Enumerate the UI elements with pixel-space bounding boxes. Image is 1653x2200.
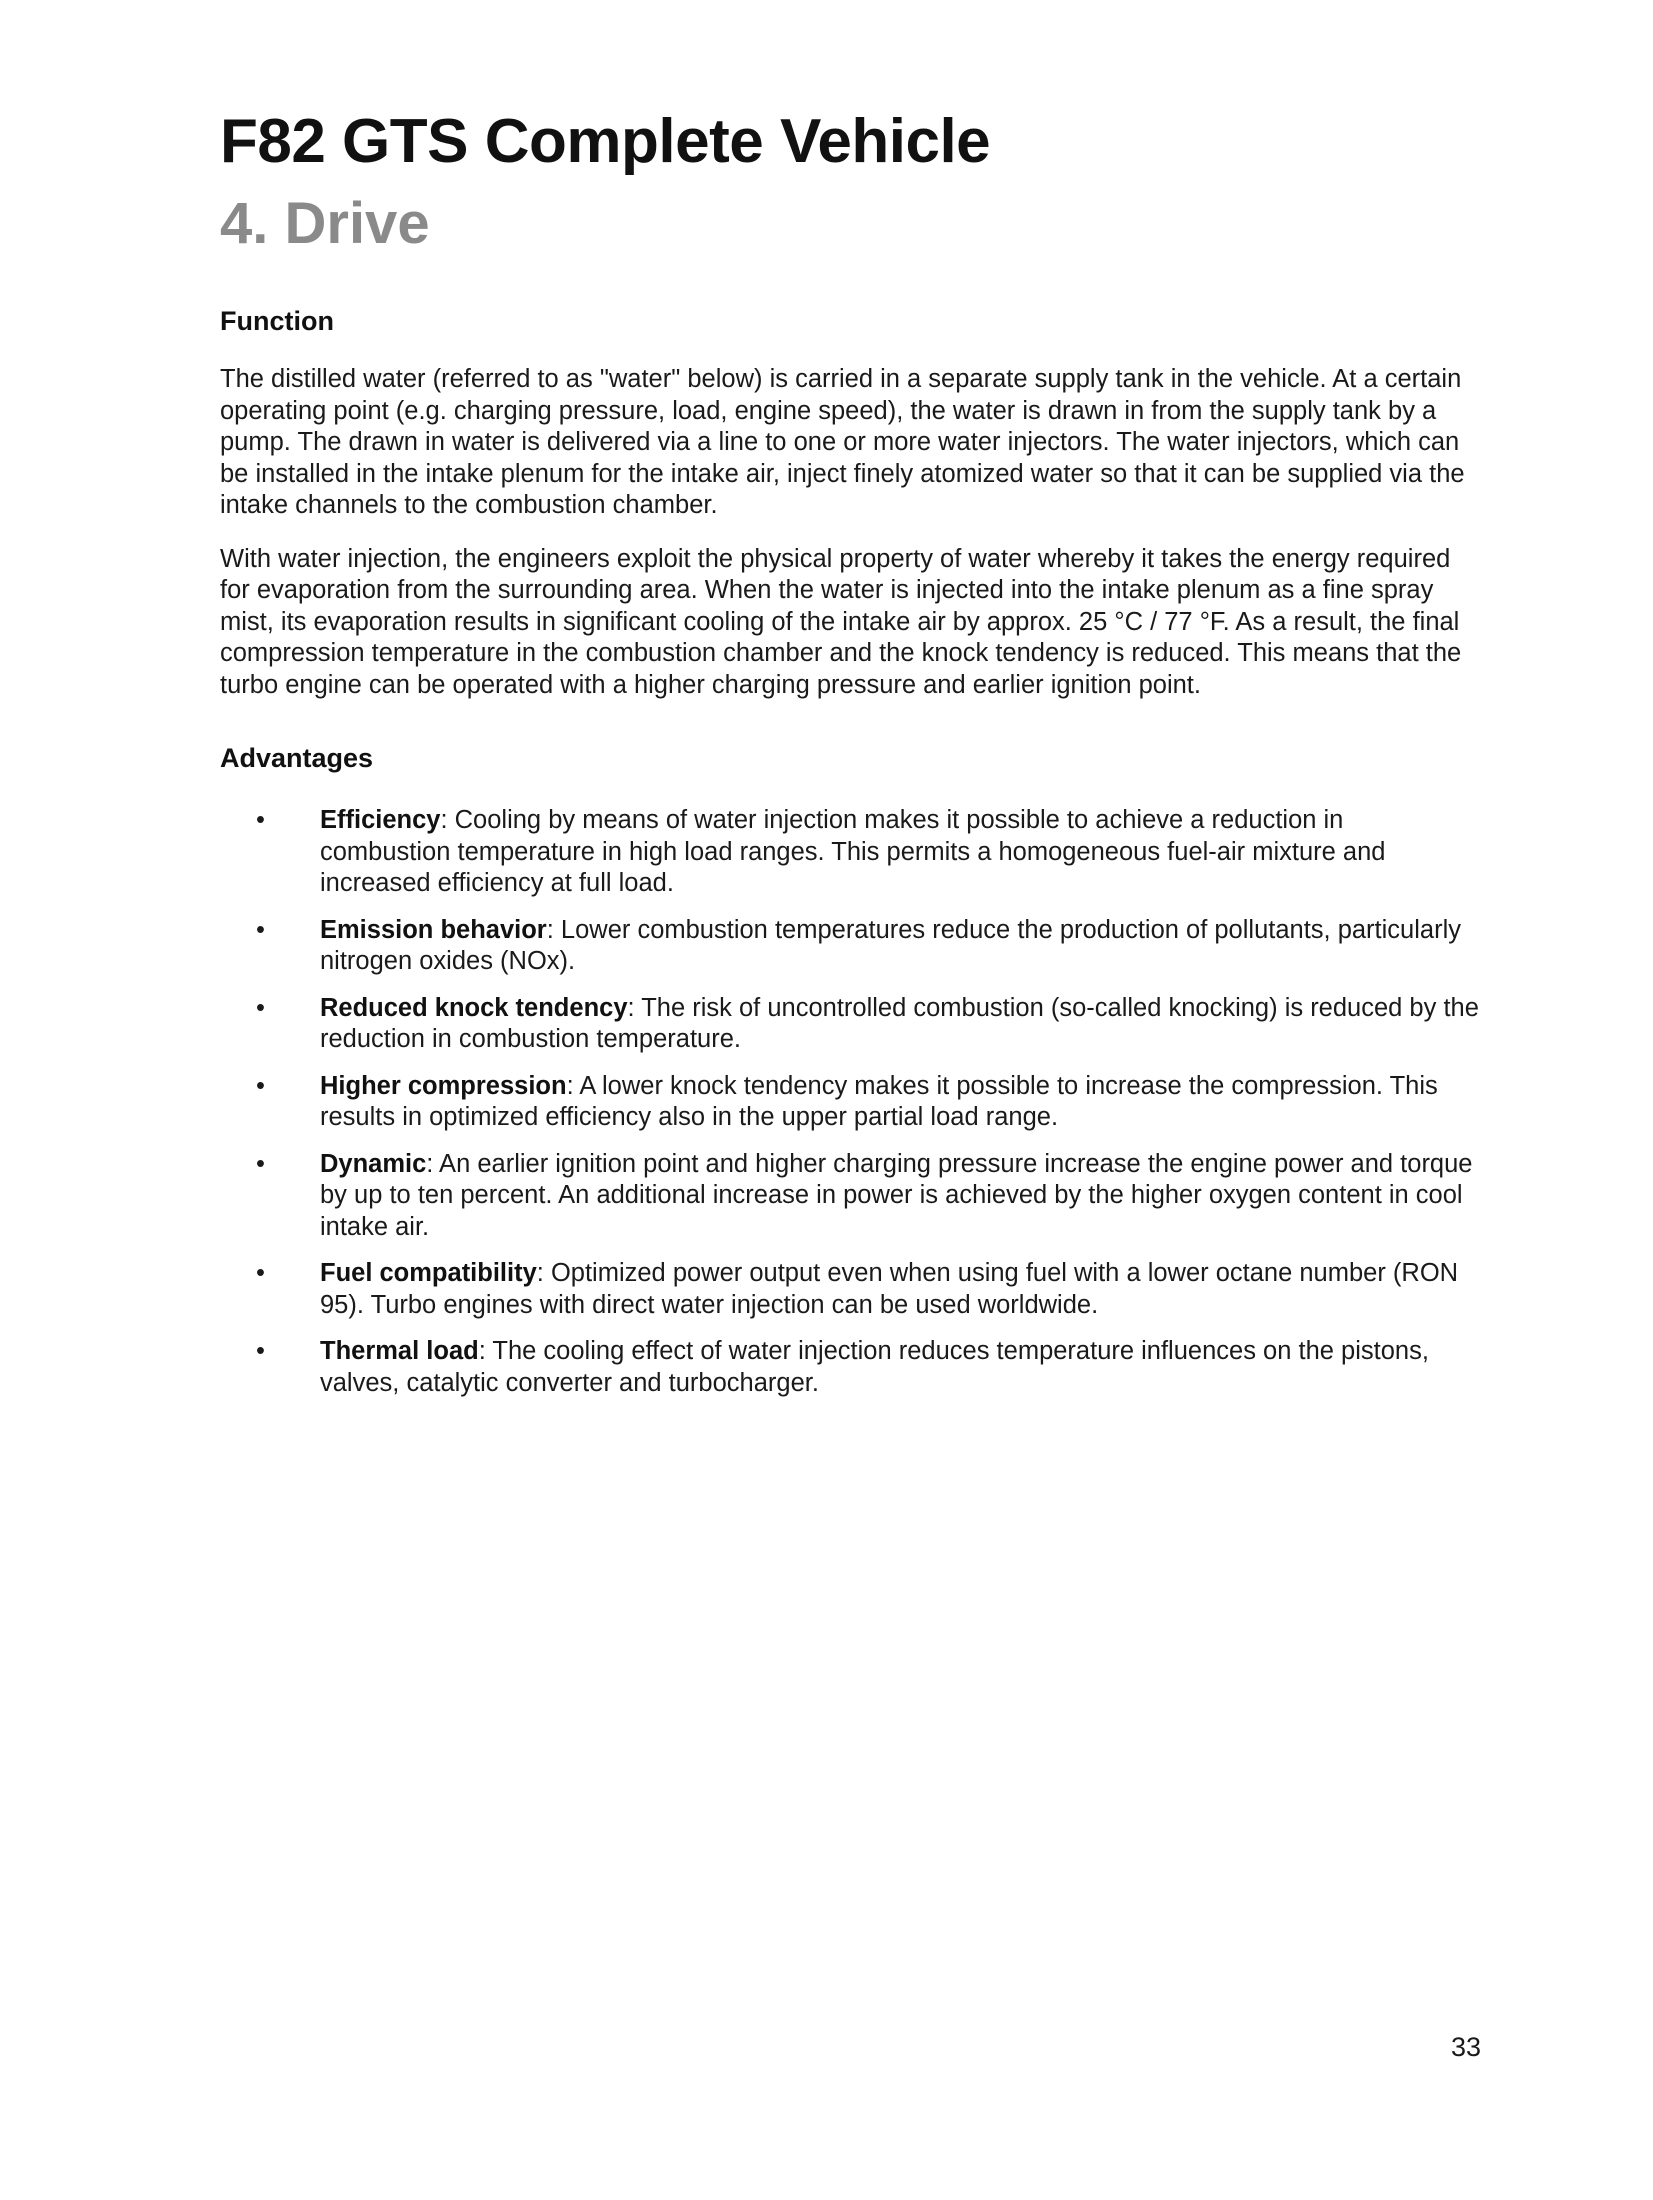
list-item-term: Efficiency <box>320 806 441 834</box>
function-paragraph-2: With water injection, the engineers exploit the physical property of water whereby it takes the energy required for evaporation from the surrounding area. When the water is injected into the intake plenum as a fine spray mist, its evaporation results in significant cooling of the intake air by approx. 25 °C / 77 °F. As a result, the final compression temperature in the combustion chamber and the knock tendency is reduced. This means that the turbo engine can be operated with a higher charging pressure and earlier ignition point. <box>220 544 1462 699</box>
list-item-emission-behavior <box>220 915 1480 978</box>
list-item-text: : Optimized power output even when using fuel with a lower octane number (RON 95). Turbo engines with direct water injection can be used worldwide. <box>320 1259 1459 1319</box>
list-item-text: : The cooling effect of water injection reduces temperature influences on the pistons, valves, catalytic converter and turbocharger. <box>320 1337 1429 1397</box>
page-number: 33 <box>1450 2032 1481 2062</box>
list-item-text: : An earlier ignition point and higher charging pressure increase the engine power and torque by up to ten percent. An additional increase in power is achieved by the higher oxygen content in cool intake air. <box>320 1149 1473 1241</box>
bullet-icon: • <box>256 1337 265 1365</box>
list-item-higher-compression <box>220 1071 1480 1134</box>
bullet-icon: • <box>256 1259 265 1287</box>
bullet-icon: • <box>256 1149 265 1178</box>
bullet-icon: • <box>256 806 265 834</box>
list-item-term: Fuel compatibility <box>320 1259 537 1287</box>
list-item-term: Reduced knock tendency <box>320 993 628 1022</box>
bullet-icon: • <box>256 915 265 944</box>
list-item-efficiency <box>220 805 1480 900</box>
list-item-term: Higher compression <box>320 1071 567 1100</box>
list-item-thermal-load <box>220 1336 1480 1399</box>
list-item-fuel-compatibility <box>220 1258 1480 1321</box>
list-item-term: Emission behavior <box>320 915 547 944</box>
list-item-dynamic <box>220 1149 1480 1244</box>
list-item-term: Thermal load <box>320 1337 479 1365</box>
list-item-text: : A lower knock tendency makes it possible to increase the compression. This results in optimized efficiency also in the upper partial load range. <box>320 1071 1438 1131</box>
list-item-text: : Cooling by means of water injection makes it possible to achieve a reduction in combustion temperature in high load ranges. This permits a homogeneous fuel-air mixture and increased efficiency at full load. <box>320 806 1386 897</box>
chapter-title: 4. Drive <box>220 191 430 256</box>
list-item-text: : The risk of uncontrolled combustion (so-called knocking) is reduced by the reduction in combustion temperature. <box>320 993 1479 1053</box>
advantages-list <box>220 805 1480 1399</box>
section-heading-advantages: Advantages <box>220 743 374 773</box>
section-heading-function: Function <box>220 306 334 336</box>
list-item-reduced-knock-tendency <box>220 993 1480 1056</box>
function-paragraph-1: The distilled water (referred to as "water" below) is carried in a separate supply tank in the vehicle. At a certain operating point (e.g. charging pressure, load, engine speed), the water is drawn in from the supply tank by a pump. The drawn in water is delivered via a line to one or more water injectors. The water injectors, which can be installed in the intake plenum for the intake air, inject finely atomized water so that it can be supplied via the intake channels to the combustion chamber. <box>220 365 1465 519</box>
list-item-text: : Lower combustion temperatures reduce the production of pollutants, particularly nitrogen oxides (NOx). <box>320 915 1461 975</box>
content-body <box>220 304 1480 1414</box>
bullet-icon: • <box>256 1071 265 1100</box>
list-item-term: Dynamic <box>320 1149 427 1178</box>
document-title: F82 GTS Complete Vehicle <box>220 107 991 176</box>
bullet-icon: • <box>256 993 265 1022</box>
